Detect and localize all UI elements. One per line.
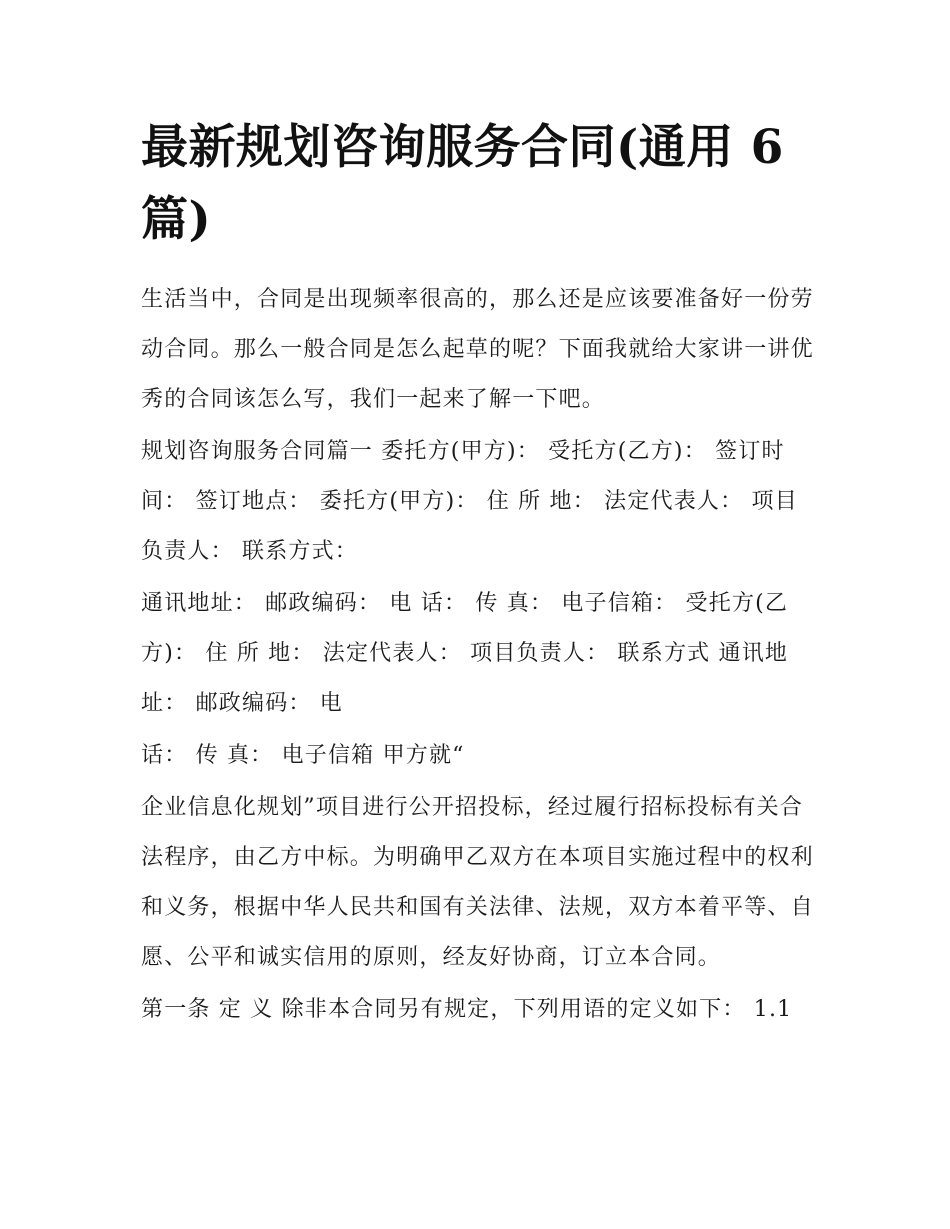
paragraph-intro: 生活当中，合同是出现频率很高的，那么还是应该要准备好一份劳动合同。那么一般合同是怎么起草的呢？下面我就给大家讲一讲优秀的合同该怎么写，我们一起来了解一下吧。	[141, 287, 814, 412]
paragraph-fax-email: 话： 传 真： 电子信箱 甲方就“	[141, 743, 465, 768]
paragraph-article-one: 第一条 定 义 除非本合同另有规定，下列用语的定义如下： 1.1	[141, 997, 793, 1022]
paragraph-contract-parties: 规划咨询服务合同篇一 委托方(甲方)： 受托方(乙方)： 签订时间： 签订地点： 委托方(甲方)： 住 所 地： 法定代表人： 项目负责人： 联系方式：	[141, 439, 798, 564]
paragraph-contact-info: 通讯地址： 邮政编码： 电 话： 传 真： 电子信箱： 受托方(乙方)： 住 所 地： 法定代表人： 项目负责人： 联系方式 通讯地址： 邮政编码： 电	[141, 591, 789, 716]
paragraph-project-background: 企业信息化规划”项目进行公开招投标，经过履行招标投标有关合法程序，由乙方中标。为明确甲乙双方在本项目实施过程中的权利和义务，根据中华人民共和国有关法律、法规，双方本着平等、自愿、公平和诚实信用的原则，经友好协商，订立本合同。	[141, 795, 814, 970]
document-title: 最新规划咨询服务合同(通用 6 篇)	[141, 120, 784, 247]
document-body	[141, 275, 821, 1037]
